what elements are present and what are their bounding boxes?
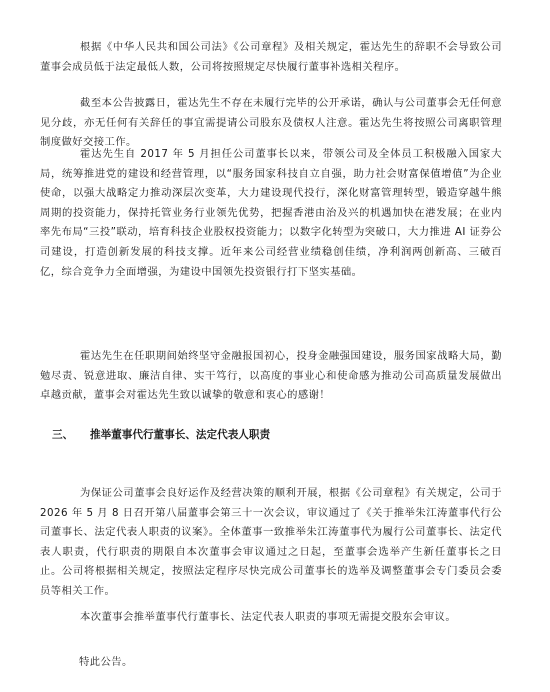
paragraph-gratitude: 霍达先生在任职期间始终坚守金融报国初心，投身金融强国建设，服务国家战略大局，勤勉尽责、锐意进取、廉洁自律、实干笃行，以高度的事业心和使命感为推动公司高质量发展做出卓越贡献，董事会对霍达先生致以诚挚的敬意和衷心的感谢！ (40, 350, 502, 402)
paragraph-acting-chairman: 为保证公司董事会良好运作及经营决策的顺利开展，根据《公司章程》有关规定，公司于 2026 年 5 月 8 日召开第八届董事会第三十一次会议，审议通过了《关于推举朱江涛董事代行公司董事长、法定代表人职责的议案》。全体董事一致推举朱江涛董事代为履行公司董事长、法定代表人职责，代行职责的期限自本次董事会审议通过之日起，至董事会选举产生新任董事长之日止。公司将根据相关规定，按照法定程序尽快完成公司董事长的选举及调整董事会专门委员会委员等相关工作。 (40, 487, 502, 597)
closing-statement: 特此公告。 (79, 656, 133, 668)
section-title: 推举董事代行董事长、法定代表人职责 (90, 429, 271, 441)
section-three-heading (52, 426, 270, 444)
paragraph-no-disagreement: 截至本公告披露日，霍达先生不存在未履行完毕的公开承诺，确认与公司董事会无任何意见分歧，亦无任何有关辞任的事宜需提请公司股东及债权人注意。霍达先生将按照公司离职管理制度做好交接工作。 (40, 97, 502, 149)
paragraph-tenure-achievements: 霍达先生自 2017 年 5 月担任公司董事长以来，带领公司及全体员工积极融入国家大局，统筹推进党的建设和经营管理，以“服务国家科技自立自强，助力社会财富保值增值”为企业使命，以强大战略定力推动深层次变革，大力建设现代投行，深化财富管理转型，锻造穿越牛熊周期的投资能力，保持托管业务行业领先优势，把握香港由治及兴的机遇加快在港发展；在业内率先布局“三投”联动，培育科技企业股权投资能力；以数字化转型为突破口，大力推进 AI 证券公司建设，打造创新发展的科技支撑。近年来公司经营业绩稳创佳绩，净利润两创新高、三破百亿，综合竞争力全面增强，为建设中国领先投资银行打下坚实基础。 (40, 148, 502, 278)
paragraph-no-shareholder-approval: 本次董事会推举董事代行董事长、法定代表人职责的事项无需提交股东会审议。 (80, 611, 457, 623)
paragraph-board-composition: 根据《中华人民共和国公司法》《公司章程》及相关规定，霍达先生的辞职不会导致公司董事会成员低于法定最低人数，公司将按照规定尽快履行董事补选相关程序。 (40, 41, 502, 73)
section-number: 三、 (52, 429, 74, 441)
